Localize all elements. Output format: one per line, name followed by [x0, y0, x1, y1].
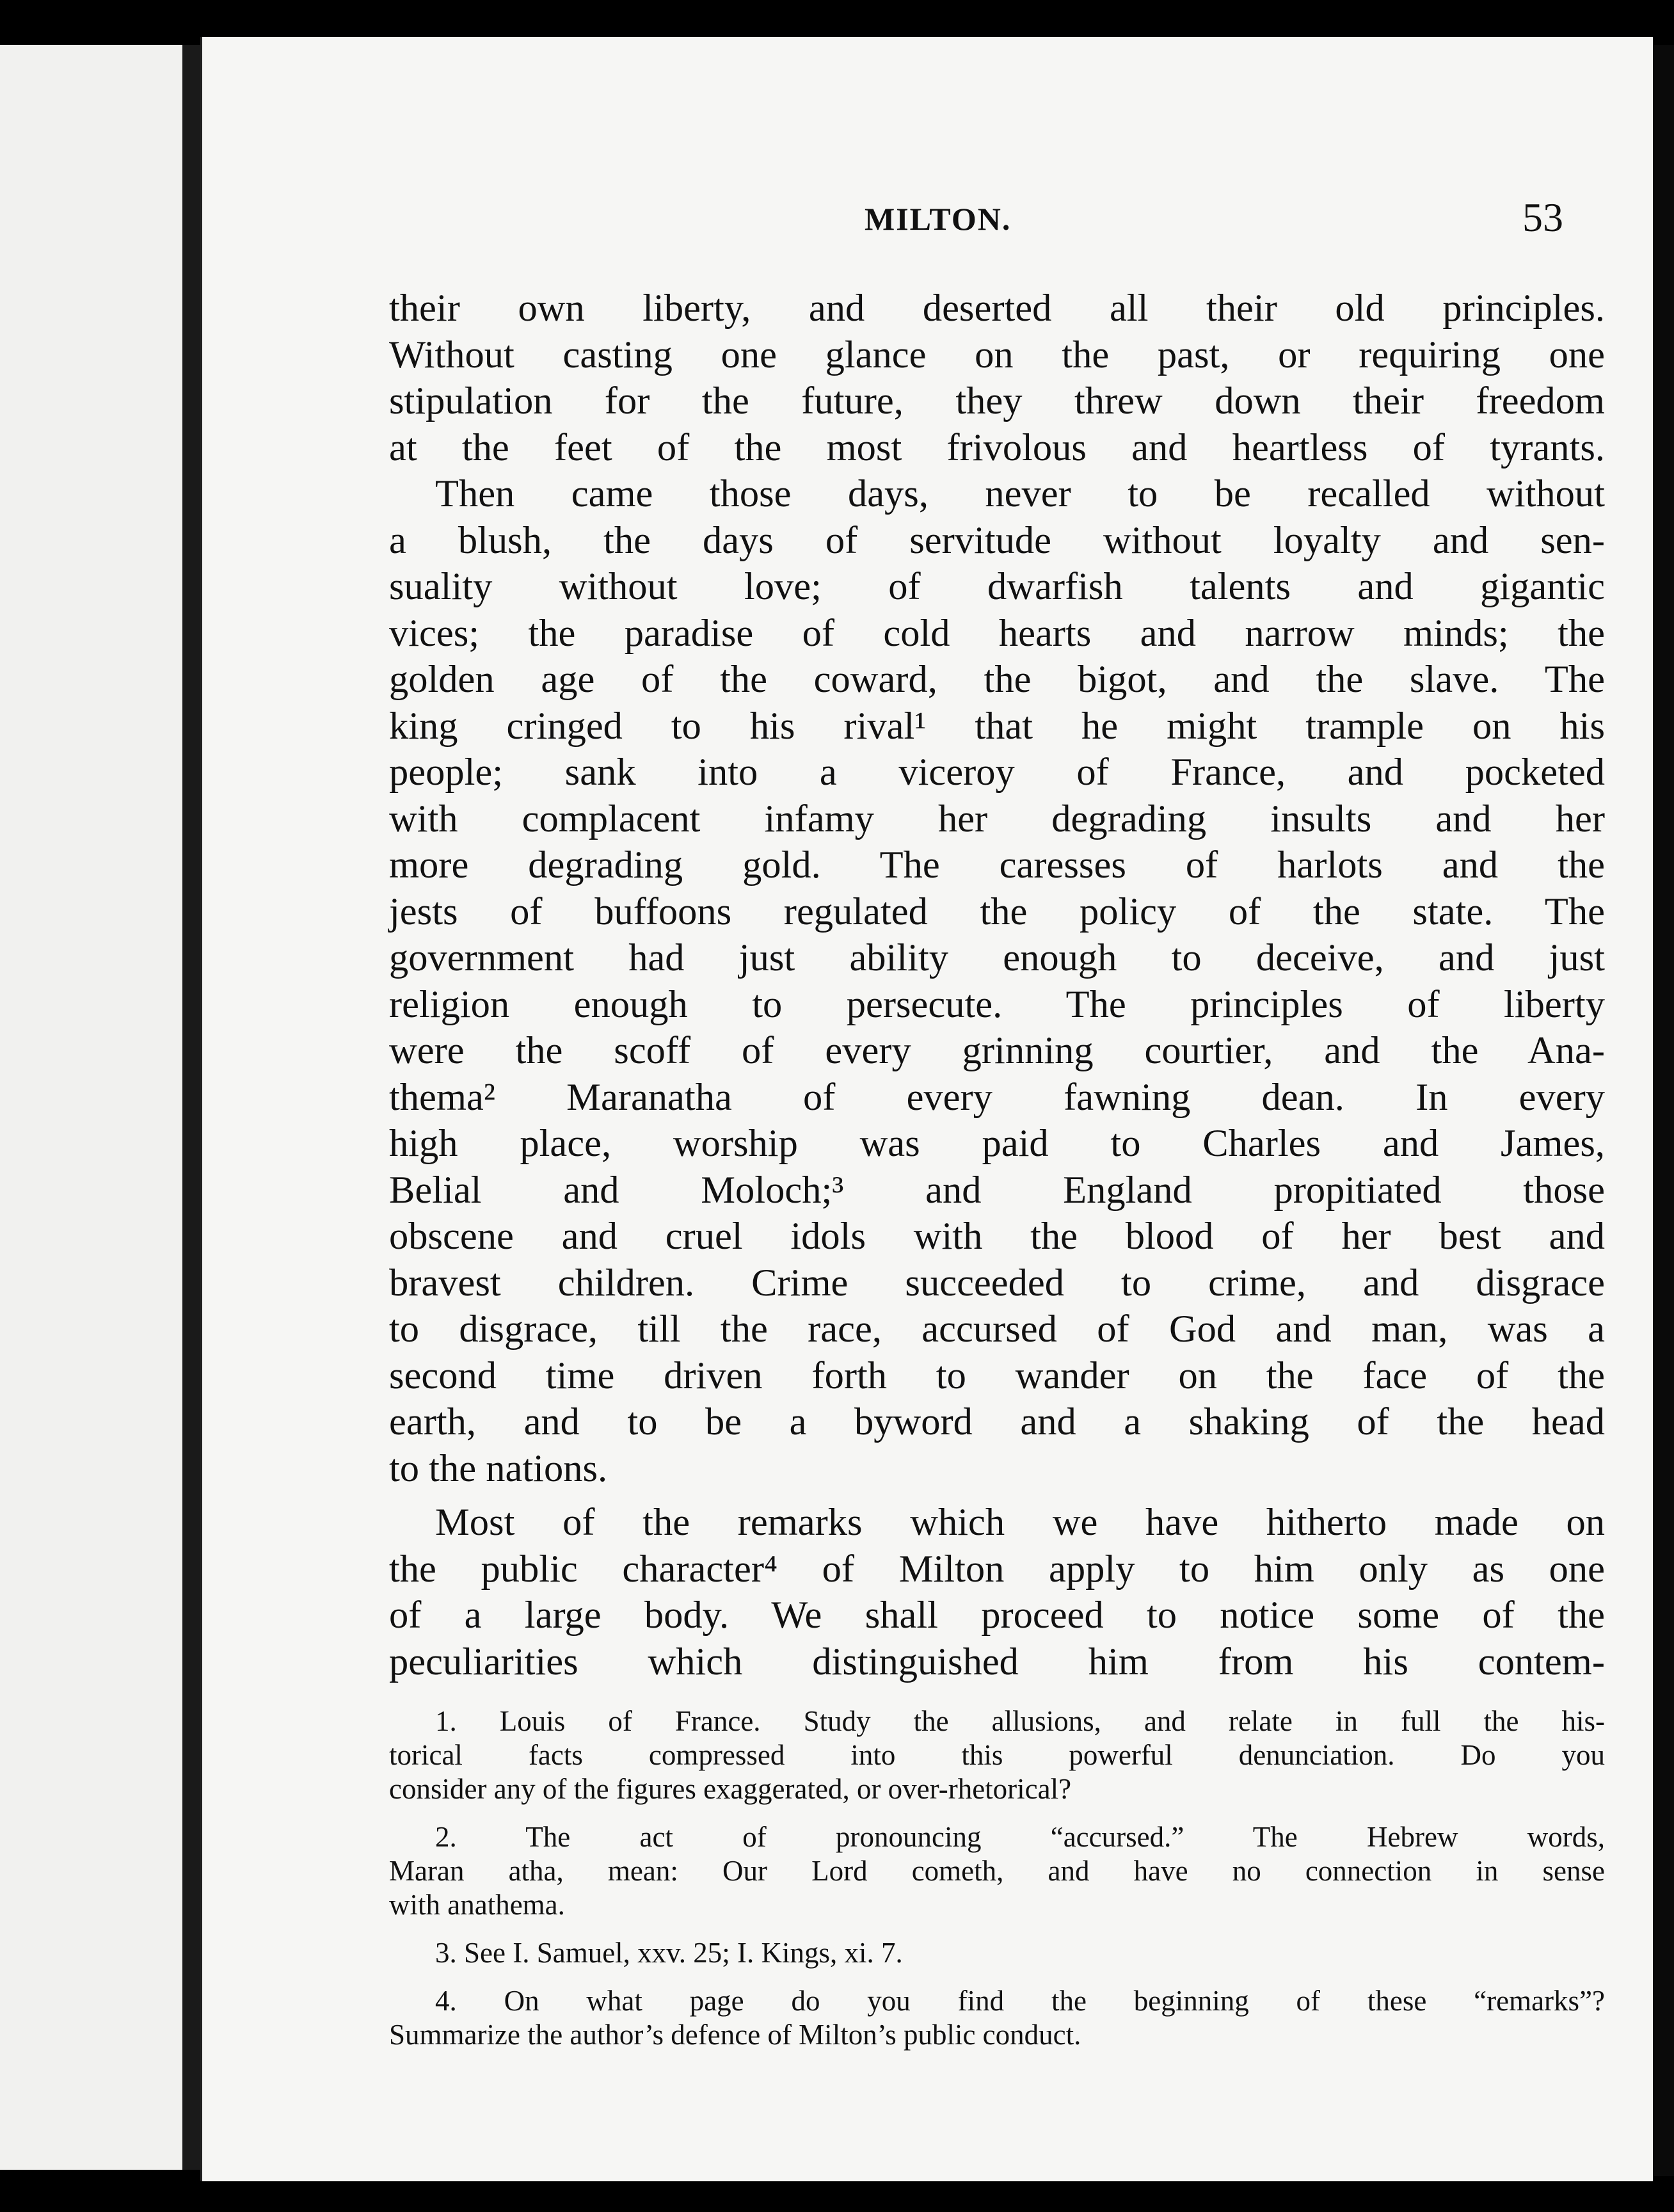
footnote-line: 3. See I. Samuel, xxv. 25; I. Kings, xi. 7.: [435, 1937, 903, 1969]
body-text: [389, 285, 1605, 1685]
text-line: vices; the paradise of cold hearts and narrow minds; the: [389, 611, 1605, 655]
book-spine: [182, 45, 200, 2170]
text-line: obscene and cruel idols with the blood of her best and: [389, 1215, 1605, 1258]
footnote-2: [389, 1820, 1605, 1922]
footnote-3: [389, 1936, 1605, 1970]
book-page: [200, 37, 1653, 2181]
footnote-line: torical facts compressed into this powerful denunciation. Do you: [389, 1739, 1605, 1771]
text-line: Belial and Moloch;³ and England propitiated those: [389, 1168, 1605, 1212]
text-line: second time driven forth to wander on the face of the: [389, 1354, 1605, 1397]
page-header: [202, 194, 1653, 252]
text-line: people; sank into a viceroy of France, and pocketed: [389, 751, 1605, 794]
text-line: Then came those days, never to be recalled without: [435, 472, 1605, 515]
footnote-line: Summarize the author’s defence of Milton’s public conduct.: [389, 2019, 1081, 2051]
text-line: of a large body. We shall proceed to notice some of the: [389, 1594, 1605, 1637]
page-edge: [1651, 45, 1674, 2176]
footnote-line: 2. The act of pronouncing “accursed.” The Hebrew words,: [435, 1821, 1605, 1853]
text-line: to disgrace, till the race, accursed of God and man, was a: [389, 1308, 1605, 1350]
text-line: thema² Maranatha of every fawning dean. In every: [389, 1075, 1605, 1119]
text-line: earth, and to be a byword and a shaking of the head: [389, 1400, 1605, 1443]
text-line: to the nations.: [389, 1447, 608, 1490]
text-line: peculiarities which distinguished him from his contem-: [389, 1640, 1605, 1683]
paragraph-most-of-the-remarks: [389, 1500, 1605, 1685]
footnote-line: 4. On what page do you find the beginning of these “remarks”?: [435, 1985, 1605, 2017]
page-number: 53: [1522, 195, 1563, 240]
footnote-line: Maran atha, mean: Our Lord cometh, and have no connection in sense: [389, 1855, 1605, 1887]
text-line: more degrading gold. The caresses of harlots and the: [389, 844, 1605, 886]
text-line: government had just ability enough to deceive, and just: [389, 936, 1605, 979]
text-line: Most of the remarks which we have hitherto made on: [435, 1501, 1605, 1544]
text-line: at the feet of the most frivolous and heartless of tyrants.: [389, 426, 1605, 469]
text-line: their own liberty, and deserted all their old principles.: [389, 287, 1605, 330]
text-line: the public character⁴ of Milton apply to him only as one: [389, 1547, 1605, 1591]
text-line: a blush, the days of servitude without loyalty and sen-: [389, 518, 1605, 562]
footnote-line: with anathema.: [389, 1889, 565, 1921]
footnote-1: [389, 1704, 1605, 1806]
text-line: bravest children. Crime succeeded to crime, and disgrace: [389, 1261, 1605, 1304]
text-line: golden age of the coward, the bigot, and the slave. The: [389, 658, 1605, 701]
footnotes: [389, 1704, 1605, 2066]
text-line: stipulation for the future, they threw down their freedom: [389, 380, 1605, 422]
paragraph-continued: [389, 285, 1605, 471]
paragraph-then-came: [389, 471, 1605, 1492]
text-line: with complacent infamy her degrading insults and her: [389, 797, 1605, 840]
text-line: jests of buffoons regulated the policy of the state. The: [389, 890, 1605, 933]
text-line: Without casting one glance on the past, or requiring one: [389, 333, 1605, 376]
footnote-line: consider any of the figures exaggerated, or over-rhetorical?: [389, 1773, 1072, 1805]
text-line: high place, worship was paid to Charles and James,: [389, 1122, 1605, 1165]
text-line: were the scoff of every grinning courtier, and the Ana-: [389, 1029, 1605, 1072]
running-title: MILTON.: [865, 201, 1012, 237]
text-line: king cringed to his rival¹ that he might trample on his: [389, 704, 1605, 748]
footnote-4: [389, 1984, 1605, 2052]
left-page-margin: [0, 45, 186, 2170]
text-line: suality without love; of dwarfish talents and gigantic: [389, 565, 1605, 608]
text-line: religion enough to persecute. The principles of liberty: [389, 982, 1605, 1026]
footnote-line: 1. Louis of France. Study the allusions, and relate in full the his-: [435, 1705, 1605, 1737]
